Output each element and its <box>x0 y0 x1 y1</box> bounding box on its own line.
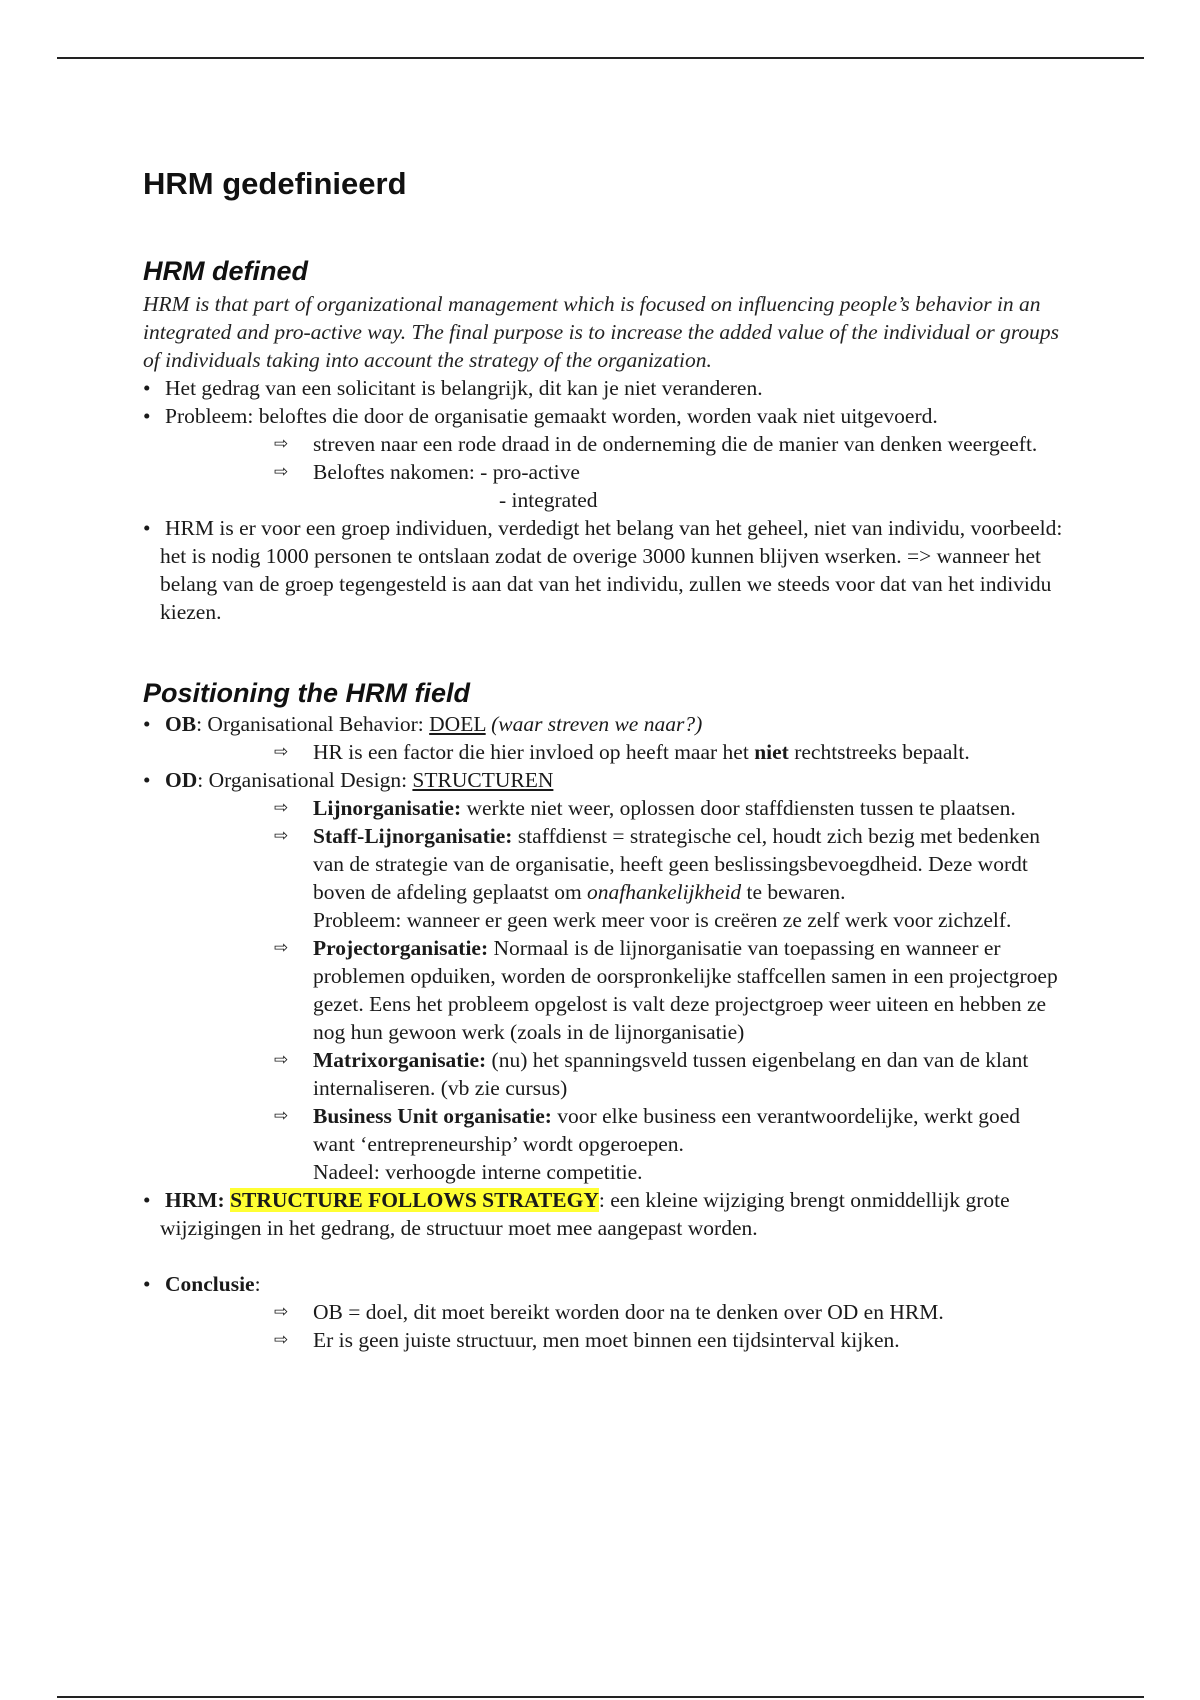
arrow-right-icon: ⇨ <box>274 938 289 958</box>
section-heading-hrm-defined: HRM defined <box>143 256 308 286</box>
arrow-right-icon: ⇨ <box>274 1330 289 1350</box>
hrm-defined-list <box>143 374 1063 626</box>
arrow-right-icon: ⇨ <box>274 434 289 454</box>
list-item-od: • OD: Organisational Design: STRUCTUREN ⇨ Lijnorganisatie: werkte niet weer, oplossen door staffdiensten tussen te plaatsen. ⇨ Staff-Lijnorganisatie: staffdienst = strategische cel, houdt zich bezig met bedenken van de strategie van de organisatie, heeft geen beslissingsbevoegdheid. Deze wordt boven de afdeling geplaatst om onafhankelijkheid te bewaren. Probleem: wanneer er geen werk meer voor is creëren ze zelf werk voor zichzelf. ⇨ Projectorganisatie: Normaal is de lijnorganisatie van toepassing en wanneer er problemen opduiken, worden de oorspronkelijke staffcellen samen in een projectgroep gezet. Eens het probleem opgelost is valt deze projectgroep weer uiteen en hebben ze nog hun gewoon werk (zoals in de lijnorganisatie) ⇨ Matrixorganisatie: (nu) het spanningsveld tussen eigenbelang en dan van de klant internaliseren. (vb zie cursus) ⇨ Business Unit organisatie: voor elke business een verantwoordelijke, werkt goed want ‘entrepreneurship’ wordt opgeroepen. Nadeel: verhoogde interne competitie. <box>143 766 1063 1186</box>
list-item-hrm: • HRM: STRUCTURE FOLLOWS STRATEGY: een kleine wijziging brengt onmiddellijk grote wijzigingen in het gedrang, de structuur moet mee aangepast worden. <box>143 1186 1063 1242</box>
header-rule <box>57 57 1144 59</box>
arrow-right-icon: ⇨ <box>274 798 289 818</box>
sub-list-item: ⇨ Business Unit organisatie: voor elke business een verantwoordelijke, werkt goed want ‘entrepreneurship’ wordt opgeroepen. Nadeel: verhoogde interne competitie. <box>274 1104 1020 1184</box>
arrow-right-icon: ⇨ <box>274 742 289 762</box>
arrow-right-icon: ⇨ <box>274 462 289 482</box>
list-item-conclusie: • Conclusie: ⇨ OB = doel, dit moet bereikt worden door na te denken over OD en HRM. ⇨ Er is geen juiste structuur, men moet binnen een tijdsinterval kijken. <box>143 1270 1063 1354</box>
sub-list-item: ⇨ Matrixorganisatie: (nu) het spanningsveld tussen eigenbelang en dan van de klant internaliseren. (vb zie cursus) <box>274 1048 1029 1100</box>
list-item: • HRM is er voor een groep individuen, verdedigt het belang van het geheel, niet van individu, voorbeeld: het is nodig 1000 personen te ontslaan zodat de overige 3000 kunnen blijven wserken. => wanneer het belang van de groep tegengesteld is aan dat van het individu, zullen we steeds voor dat van het individu kiezen. <box>143 514 1063 626</box>
arrow-right-icon: ⇨ <box>274 1050 289 1070</box>
list-item: • Het gedrag van een solicitant is belangrijk, dit kan je niet veranderen. <box>143 374 1063 402</box>
hrm-definition: HRM is that part of organizational management which is focused on influencing people’s behavior in an integrated and pro-active way. The final purpose is to increase the added value of the individual or groups of individuals taking into account the strategy of the organization. <box>143 292 1060 372</box>
page-title: HRM gedefinieerd <box>143 166 407 201</box>
sub-list-item: ⇨ Projectorganisatie: Normaal is de lijnorganisatie van toepassing en wanneer er problemen opduiken, worden de oorspronkelijke staffcellen samen in een projectgroep gezet. Eens het probleem opgelost is valt deze projectgroep weer uiteen en hebben ze nog hun gewoon werk (zoals in de lijnorganisatie) <box>274 936 1058 1044</box>
sub-list-item: ⇨ Beloftes nakomen: - pro-active - integrated <box>274 460 598 512</box>
arrow-right-icon: ⇨ <box>274 1106 289 1126</box>
footer-rule <box>57 1696 1144 1698</box>
sub-list-item: ⇨ HR is een factor die hier invloed op heeft maar het niet rechtstreeks bepaalt. <box>274 740 970 764</box>
sub-list-item: ⇨ streven naar een rode draad in de onderneming die de manier van denken weergeeft. <box>274 432 1038 456</box>
positioning-list <box>143 710 1063 1354</box>
list-item-ob: • OB: Organisational Behavior: DOEL (waar streven we naar?) ⇨ HR is een factor die hier invloed op heeft maar het niet rechtstreeks bepaalt. <box>143 710 1063 766</box>
sub-list-item: ⇨ Lijnorganisatie: werkte niet weer, oplossen door staffdiensten tussen te plaatsen. <box>274 796 1016 820</box>
sub-list-item: ⇨ Er is geen juiste structuur, men moet binnen een tijdsinterval kijken. <box>274 1328 900 1352</box>
arrow-right-icon: ⇨ <box>274 826 289 846</box>
arrow-right-icon: ⇨ <box>274 1302 289 1322</box>
sub-list-item: ⇨ Staff-Lijnorganisatie: staffdienst = strategische cel, houdt zich bezig met bedenken van de strategie van de organisatie, heeft geen beslissingsbevoegdheid. Deze wordt boven de afdeling geplaatst om onafhankelijkheid te bewaren. Probleem: wanneer er geen werk meer voor is creëren ze zelf werk voor zichzelf. <box>274 824 1041 932</box>
list-item: • Probleem: beloftes die door de organisatie gemaakt worden, worden vaak niet uitgevoerd. ⇨ streven naar een rode draad in de onderneming die de manier van denken weergeeft. ⇨ Beloftes nakomen: - pro-active - integrated <box>143 402 1063 514</box>
highlight-structure-follows-strategy: STRUCTURE FOLLOWS STRATEGY <box>230 1188 599 1212</box>
section-heading-positioning: Positioning the HRM field <box>143 678 470 708</box>
page-content <box>143 164 1063 1354</box>
sub-list-item: ⇨ OB = doel, dit moet bereikt worden door na te denken over OD en HRM. <box>274 1300 944 1324</box>
